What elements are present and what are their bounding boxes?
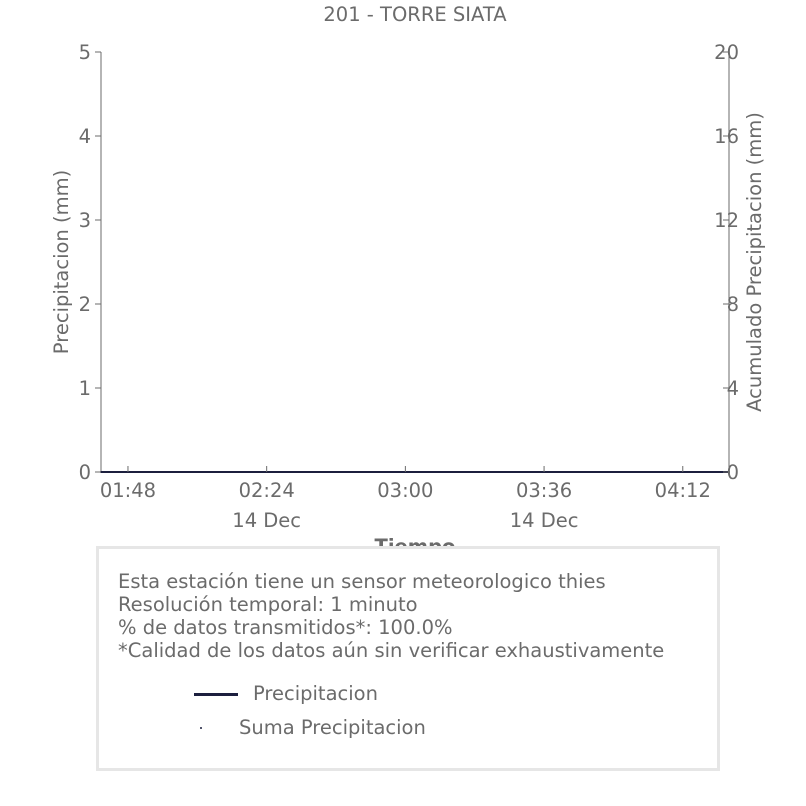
x-tick-label: 02:24	[238, 479, 295, 502]
info-sensor-text: Esta estación tiene un sensor meteorologico thies	[118, 570, 606, 593]
series-layer	[100, 471, 730, 473]
x-tick-label: 03:00	[377, 479, 434, 502]
ticks	[79, 41, 739, 532]
info-transmitted-text: % de datos transmitidos*: 100.0%	[118, 616, 453, 639]
x-tick-date-label: 14 Dec	[509, 509, 579, 532]
axes	[101, 52, 729, 472]
chart-title: 201 - TORRE SIATA	[323, 3, 507, 26]
y2-tick-label: 16	[714, 125, 739, 148]
legend-label: Precipitacion	[253, 682, 378, 705]
legend-dot-marker	[200, 727, 202, 729]
legend-label: Suma Precipitacion	[239, 716, 426, 739]
y-axis-label: Precipitacion (mm)	[50, 169, 73, 355]
y2-tick-label: 4	[726, 377, 739, 400]
y-tick-label: 4	[78, 125, 91, 148]
y-tick-label: 3	[78, 209, 91, 232]
y2-tick-label: 20	[714, 41, 739, 64]
x-tick-label: 03:36	[515, 479, 573, 502]
info-resolution-text: Resolución temporal: 1 minuto	[118, 593, 418, 616]
x-tick-date-label: 14 Dec	[232, 509, 302, 532]
info-quality-note: *Calidad de los datos aún sin verificar exhaustivamente	[118, 639, 665, 662]
y-tick-label: 5	[78, 41, 91, 64]
x-tick-label: 01:48	[99, 479, 157, 502]
y-tick-label: 0	[78, 461, 91, 484]
y2-tick-label: 8	[726, 293, 739, 316]
legend-line-marker	[194, 693, 238, 696]
y2-axis-label: Acumulado Precipitacion (mm)	[743, 112, 766, 412]
y-tick-label: 2	[78, 293, 91, 316]
info-box	[96, 546, 720, 771]
y2-tick-label: 0	[726, 461, 739, 484]
y2-tick-label: 12	[714, 209, 739, 232]
x-tick-label: 04:12	[654, 479, 711, 502]
y-tick-label: 1	[78, 377, 91, 400]
